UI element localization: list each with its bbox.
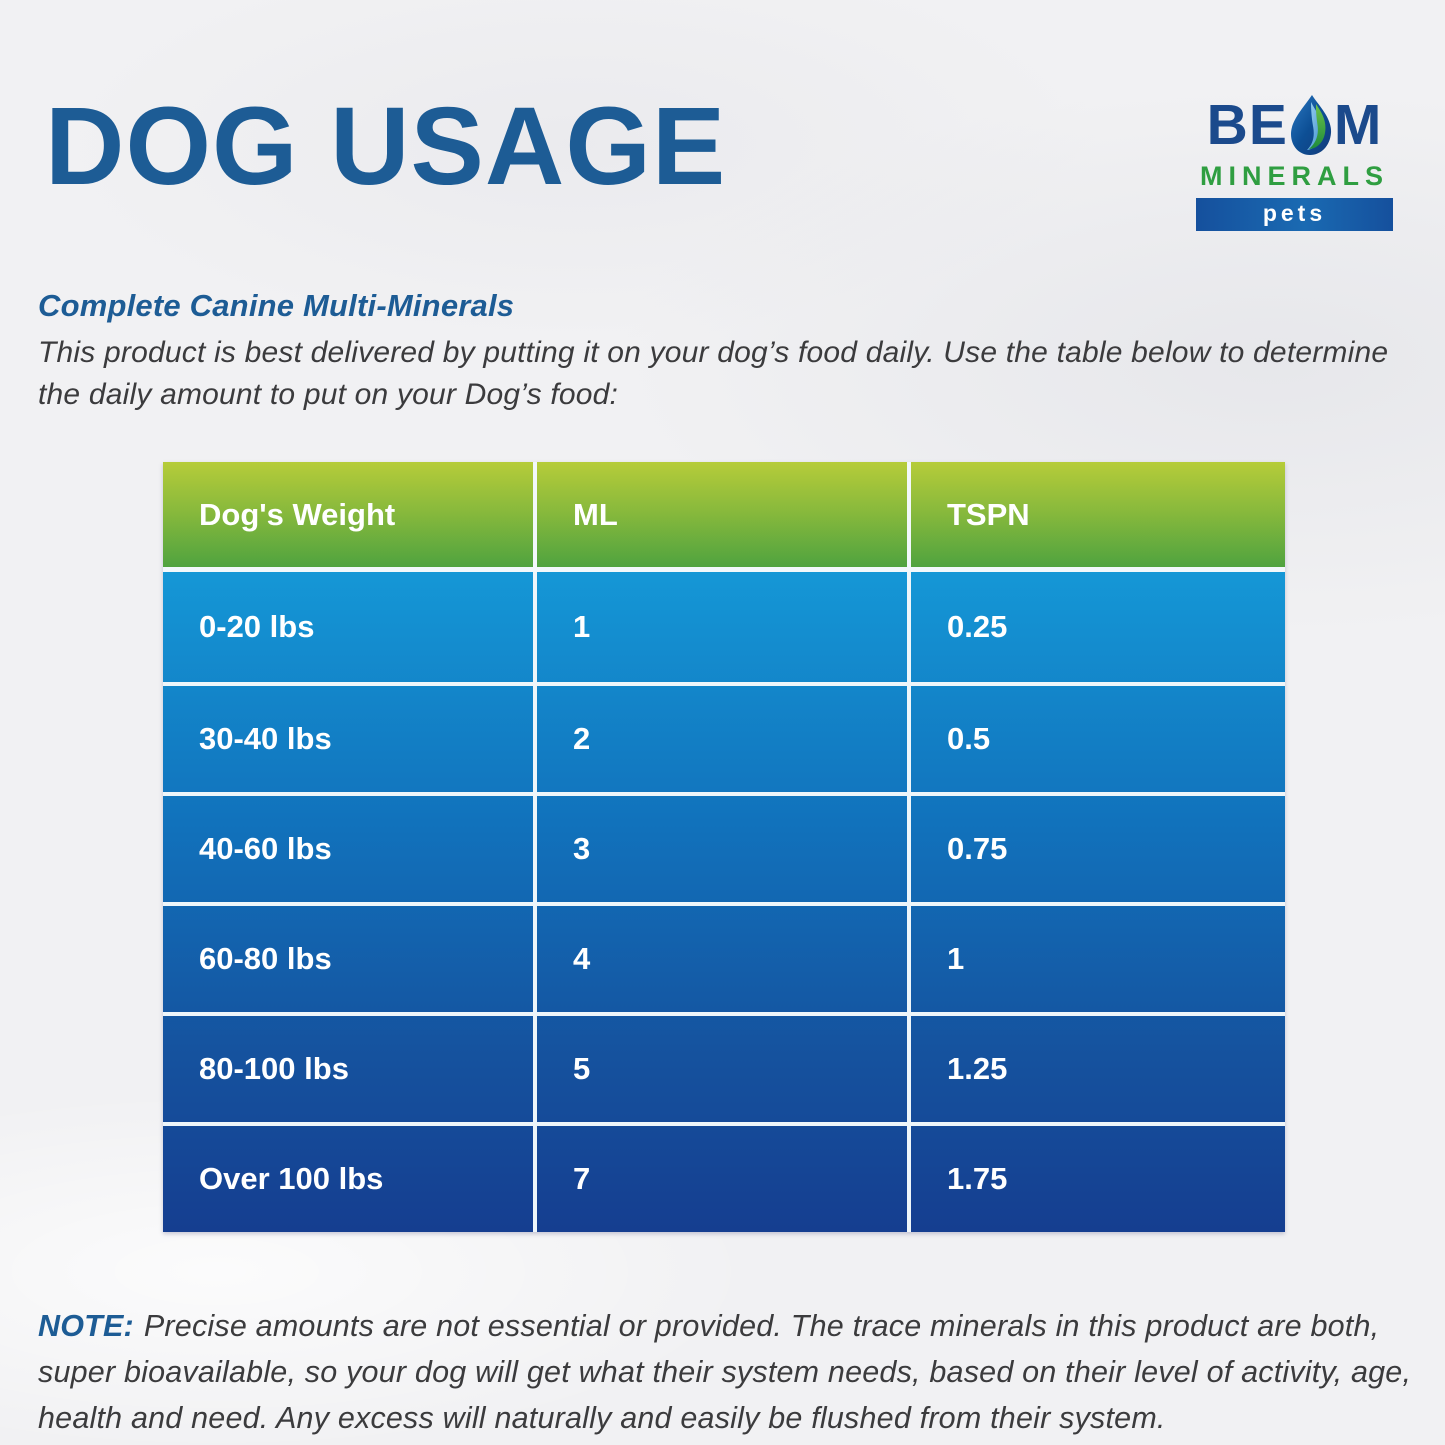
table-cell: 3 <box>537 792 911 902</box>
header-band <box>0 0 1445 231</box>
dosage-table <box>163 462 1285 1232</box>
brand-subname: MINERALS <box>1200 161 1389 191</box>
column-header-tspn: TSPN <box>911 462 1285 572</box>
table-cell: 1.25 <box>911 1012 1285 1122</box>
table-cell: 40-60 lbs <box>163 792 537 902</box>
product-subtitle: Complete Canine Multi-Minerals <box>38 288 515 324</box>
table-cell: 4 <box>537 902 911 1012</box>
table-row <box>163 682 1285 792</box>
note-text: Precise amounts are not essential or provided. The trace minerals in this product are both, super bioavailable, so your dog will get what their system needs, based on their level of activity, age, health and need. Any excess will naturally and easily be flushed from their system. <box>38 1309 1412 1435</box>
table-cell: 0-20 lbs <box>163 572 537 682</box>
table-cell: 7 <box>537 1122 911 1232</box>
table-cell: 5 <box>537 1012 911 1122</box>
table-cell: 1 <box>537 572 911 682</box>
table-cell: 30-40 lbs <box>163 682 537 792</box>
table-cell: 80-100 lbs <box>163 1012 537 1122</box>
brand-tagline-bar: pets <box>1196 198 1393 231</box>
table-cell: 1.75 <box>911 1122 1285 1232</box>
intro-paragraph: This product is best delivered by putting it on your dog’s food daily. Use the table below to determine the daily amount to put on your Dog’s food: <box>38 336 1389 411</box>
table-row <box>163 902 1285 1012</box>
brand-letters-left: BE <box>1206 93 1288 157</box>
table-row <box>163 572 1285 682</box>
table-cell: 2 <box>537 682 911 792</box>
table-row <box>163 792 1285 902</box>
table-cell: 0.25 <box>947 609 1008 645</box>
table-cell: 0.5 <box>911 682 1285 792</box>
table-cell: 60-80 lbs <box>163 902 537 1012</box>
dosage-table-header <box>163 462 1285 572</box>
page-title: DOG USAGE <box>45 85 727 208</box>
note-label: NOTE: <box>38 1309 134 1344</box>
table-cell: 1 <box>911 902 1285 1012</box>
table-row <box>163 1122 1285 1232</box>
water-droplet-icon <box>1289 94 1333 156</box>
column-header-weight: Dog's Weight <box>163 462 537 572</box>
brand-wordmark <box>1206 93 1383 157</box>
table-row <box>163 1012 1285 1122</box>
usage-table-body <box>163 572 1285 1232</box>
header-row <box>163 462 1285 572</box>
column-header-ml: ML <box>537 462 911 572</box>
brand-logo <box>1192 94 1397 231</box>
note-paragraph <box>38 1304 1413 1441</box>
brand-letters-right: M <box>1333 93 1383 157</box>
table-cell: Over 100 lbs <box>163 1122 537 1232</box>
table-cell: 0.75 <box>911 792 1285 902</box>
